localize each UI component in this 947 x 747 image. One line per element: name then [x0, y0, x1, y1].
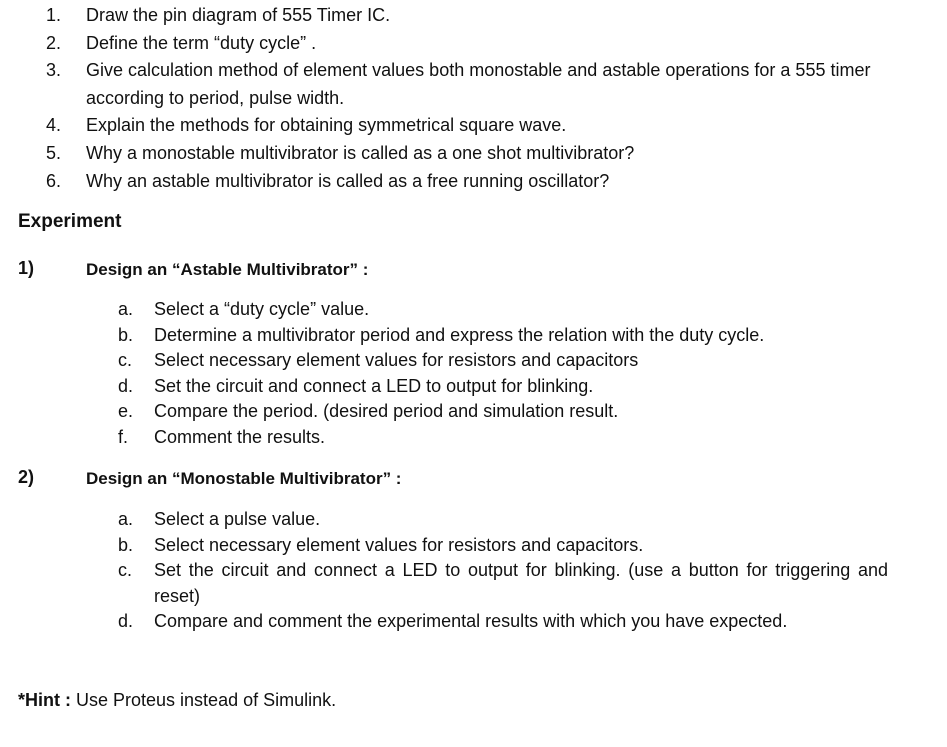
- question-item: [46, 112, 926, 140]
- section-title: Design an “Astable Multivibrator” :: [86, 260, 369, 279]
- task-letter: b.: [118, 324, 134, 345]
- section-title: Design an “Monostable Multivibrator” :: [86, 469, 402, 488]
- task-text: Select necessary element values for resistors and capacitors: [154, 350, 639, 370]
- task-item: [118, 533, 888, 559]
- task-list: [118, 507, 888, 635]
- task-letter: d.: [118, 375, 134, 396]
- hint-text: Use Proteus instead of Simulink.: [71, 690, 337, 710]
- question-text: Why a monostable multivibrator is called as a one shot multivibrator?: [86, 142, 635, 163]
- task-letter: c.: [118, 350, 133, 370]
- question-number: 2.: [46, 32, 62, 53]
- question-text: Define the term “duty cycle” .: [86, 32, 317, 53]
- question-number: 6.: [46, 170, 62, 191]
- task-text: Determine a multivibrator period and express the relation with the duty cycle.: [154, 324, 765, 345]
- task-letter: a.: [118, 509, 134, 529]
- task-item: [118, 507, 888, 533]
- question-list: [46, 2, 926, 195]
- question-number: 3.: [46, 60, 62, 81]
- task-item: [118, 558, 888, 609]
- task-letter: b.: [118, 534, 134, 555]
- task-item: [118, 609, 888, 635]
- task-text: Set the circuit and connect a LED to output for blinking.: [154, 375, 594, 396]
- task-letter: f.: [118, 426, 129, 447]
- experiment-heading: Experiment: [18, 211, 122, 232]
- section-number: 1): [18, 258, 35, 278]
- task-item: [118, 348, 888, 374]
- task-item: [118, 297, 888, 323]
- question-text: Explain the methods for obtaining symmetrical square wave.: [86, 115, 567, 136]
- question-item: [46, 30, 926, 58]
- question-item: [46, 140, 926, 168]
- task-text: Select necessary element values for resistors and capacitors.: [154, 534, 644, 555]
- question-number: 1.: [46, 5, 62, 25]
- question-text: Draw the pin diagram of 555 Timer IC.: [86, 5, 391, 25]
- task-text: Compare and comment the experimental results with which you have expected.: [154, 611, 788, 631]
- question-text: Why an astable multivibrator is called as a free running oscillator?: [86, 170, 610, 191]
- task-text: Select a “duty cycle” value.: [154, 299, 370, 319]
- question-number: 4.: [46, 115, 62, 136]
- task-item: [118, 425, 888, 451]
- hint-note: [18, 690, 336, 711]
- task-text: Select a pulse value.: [154, 509, 321, 529]
- task-letter: d.: [118, 611, 134, 631]
- task-text: Set the circuit and connect a LED to output for blinking. (use a button for triggering and reset): [154, 560, 888, 606]
- task-list: [118, 297, 888, 450]
- section-number: 2): [18, 467, 35, 487]
- task-item: [118, 323, 888, 349]
- task-letter: e.: [118, 401, 134, 421]
- task-letter: c.: [118, 560, 133, 580]
- question-item: [46, 168, 926, 196]
- task-item: [118, 374, 888, 400]
- hint-label: *Hint :: [18, 690, 71, 710]
- question-item: [46, 57, 926, 112]
- task-text: Compare the period. (desired period and simulation result.: [154, 401, 619, 421]
- task-letter: a.: [118, 299, 134, 319]
- question-text: Give calculation method of element values both monostable and astable operations for a 555 timer according to period, pulse width.: [86, 60, 871, 108]
- task-item: [118, 399, 888, 425]
- question-item: [46, 2, 926, 30]
- question-number: 5.: [46, 142, 62, 163]
- task-text: Comment the results.: [154, 426, 326, 447]
